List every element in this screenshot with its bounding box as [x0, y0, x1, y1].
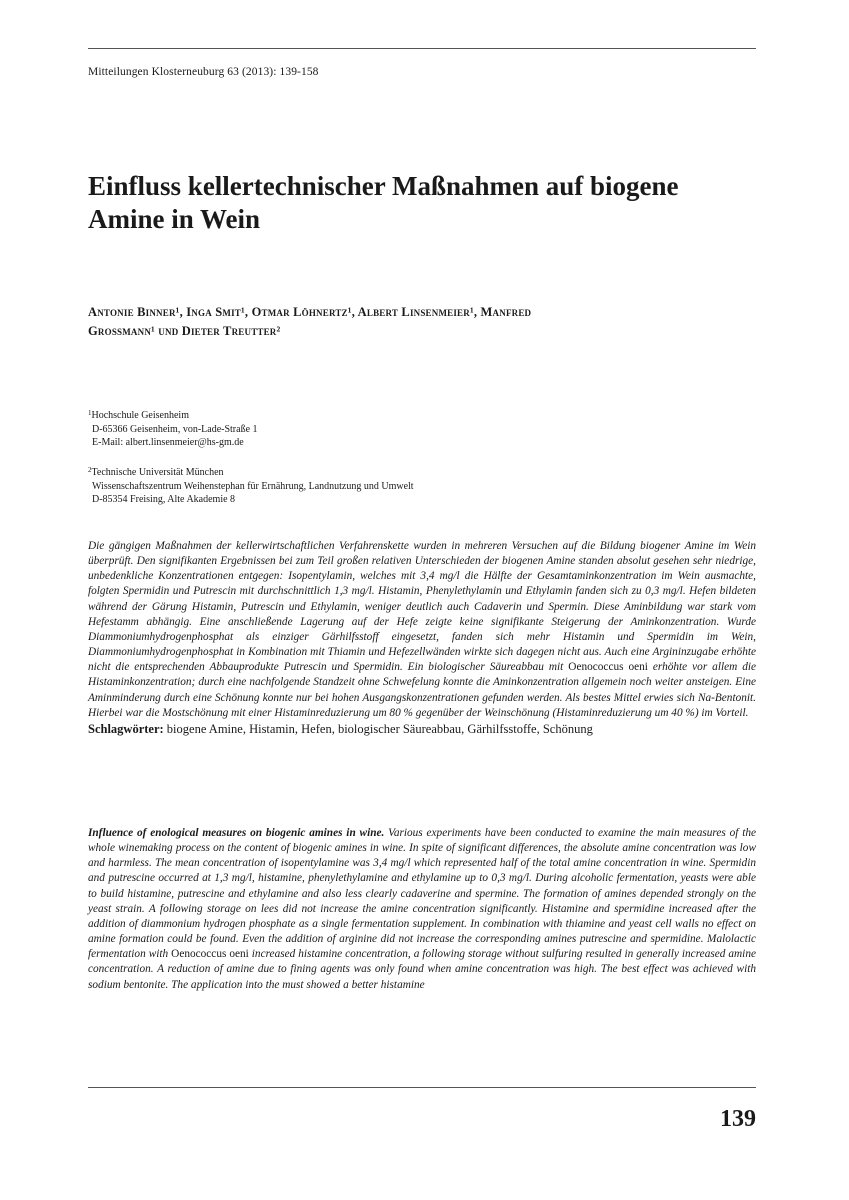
- affiliation-institution: Technische Universität München: [91, 467, 224, 478]
- abstract-de-organism: Oenococcus oeni: [568, 661, 648, 674]
- affiliation-email: E-Mail: albert.linsenmeier@hs-gm.de: [92, 437, 244, 448]
- affiliation-address: D-65366 Geisenheim, von-Lade-Straße 1: [92, 423, 258, 435]
- affiliation-marker: 1: [88, 409, 92, 417]
- author-list: [88, 303, 756, 341]
- keywords-label: Schlagwörter:: [88, 721, 164, 736]
- affiliation-address: D-85354 Freising, Alte Akademie 8: [92, 494, 236, 505]
- keywords-list: biogene Amine, Histamin, Hefen, biologischer Säureabbau, Gärhilfsstoffe, Schönung: [166, 721, 593, 736]
- keywords: [88, 721, 756, 737]
- article-title: [88, 170, 768, 236]
- affiliation-1: [88, 409, 756, 450]
- affiliation-marker: 2: [88, 466, 92, 474]
- abstract-en-heading: Influence of enological measures on biogenic amines in wine.: [88, 827, 385, 839]
- affiliation-department: Wissenschaftszentrum Weihenstephan für Ernährung, Landnutzung und Umwelt: [92, 480, 414, 492]
- affiliation-institution: Hochschule Geisenheim: [91, 410, 189, 421]
- abstract-en-text-1: Various experiments have been conducted to examine the main measures of the whole winemaking process on the content of biogenic amines in wine. In spite of significant differences, the absolute amine concentration was low and harmless. The mean concentration of isopentylamine was 3,4 mg/l which represented half of the total amine concentration in wine. Spermidin and putrescine occurred at 1,3 mg/l, histamine, phenylethylamine and ethylamine up to 0,3 mg/l. During alcoholic fermentation, yeasts were able to build histamine, putrescine and ethylamine and also less clearly cadaverine and spermine. The formation of amines depended strongly on the yeast strain. A following storage on lees did not increase the amine concentration significantly. Histamine and spermidine increased after the addition of diammonium hydrogen phosphate as a single fermentation supplement. In combination with thiamine and yeast cell walls no effect on amine formation could be found. Even the addition of arginine did not increase the corresponding amines putrescine and spermidine. Malolactic fermentation with: [88, 827, 756, 961]
- journal-reference: Mitteilungen Klosterneuburg 63 (2013): 139-158: [88, 66, 319, 78]
- title-line-2: Amine in Wein: [88, 204, 261, 234]
- abstract-german: [88, 539, 756, 737]
- abstract-de-text-1: Die gängigen Maßnahmen der kellerwirtschaftlichen Verfahrenskette wurden in mehreren Versuchen auf die Bildung biogener Amine im Wein überprüft. Den signifikanten Ergebnissen bei zum Teil großen relativen Unterschieden der biogenen Amine standen absolut gesehen sehr niedrige, unbedenkliche Konzentrationen entgegen: Isopentylamin, welches mit 3,4 mg/l die Hälfte der Gesamtaminkonzentration im Wein ausmachte, folgten Spermidin und Putrescin mit durchschnittlich 1,3 mg/l. Histamin, Phenylethylamin und Ethylamin fanden sich zu 0,3 mg/l. Hefen bildeten während der Gärung Histamin, Putrescin und Ethylamin, weniger deutlich auch Cadaverin und Spermin. Diese Aminbildung war stark vom Hefestamm abhängig. Eine anschließende Lagerung auf der Hefe zeigte keine signifikante Steigerung der Aminkonzentration. Wurde Diammoniumhydrogenphosphat als einziger Gärhilfsstoff eingesetzt, fanden sich mehr Histamin und Spermidin im Wein, Diammoniumhydrogenphosphat in Kombination mit Thiamin und Hefezellwänden wirkte sich dagegen nicht aus. Auch eine Argininzugabe erhöhte nicht die entsprechenden Abbauprodukte Putrescin und Spermidin. Ein biologischer Säureabbau mit: [88, 540, 756, 674]
- abstract-de-text-2: erhöhte vor allem die Histaminkonzentration; durch eine nachfolgende Standzeit ohne Schwefelung konnte die Aminkonzentration allgemein noch weiter ansteigen. Eine Aminminderung durch eine Schönung konnte nur bei hohen Ausgangskonzentrationen gefunden werden. Als bestes Mittel erwies sich Na-Bentonit. Hierbei war die Mostschönung mit einer Histaminreduzierung um 80 % gegenüber der Weinschönung (Histaminreduzierung um 40 %) im Vorteil.: [88, 661, 757, 719]
- affiliation-2: [88, 466, 756, 507]
- page-number: 139: [720, 1106, 756, 1132]
- abstract-english: [88, 826, 756, 993]
- authors-line-1: Antonie Binner¹, Inga Smit¹, Otmar Löhnertz¹, Albert Linsenmeier¹, Manfred: [88, 305, 532, 319]
- abstract-en-text-2: increased histamine concentration, a following storage without sulfuring resulted in generally increased amine concentration. A reduction of amine due to fining agents was only found when amine concentration was high. The best effect was achieved with sodium bentonite. The application into the must showed a better histamine: [88, 948, 756, 991]
- authors-line-2: Grossmann¹ und Dieter Treutter²: [88, 324, 281, 338]
- footer-rule: [88, 1087, 756, 1088]
- title-line-1: Einfluss kellertechnischer Maßnahmen auf biogene: [88, 171, 679, 201]
- abstract-en-organism: Oenococcus oeni: [171, 948, 249, 961]
- header-rule: [88, 48, 756, 49]
